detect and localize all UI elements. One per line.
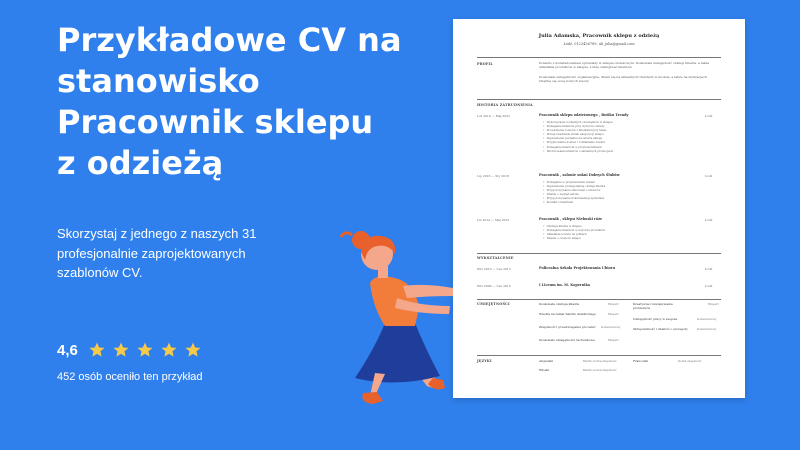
job-title: Pracownik , salonie sukni Dobrych Ślubów [539,173,620,177]
list-item: • Prowadzenie rozmów z klientami przy kasie [543,128,713,132]
skill-level: Doświadczony [697,317,717,321]
list-item: • Dbanie o czystość sklepu [543,236,713,240]
skill-name: Znajomość i przestrzeganie procedur [539,325,596,329]
profile-text: Ponadto z doświadczeniem sprzedaży w sklepie odzieżowym. Doskonała umiejętność obsługi klienta, a także układania produktów w sklepie. Lubię obsługiwać klientów. [539,61,710,70]
skill-name: Doskonała obsługa klienta [539,302,580,306]
title-line: stanowisko [57,62,260,100]
skill-name: Skrupulatność i dbałość o szczegóły [633,327,688,331]
divider [477,57,721,58]
list-item: • Pomaganie klientom w przymierzalniach [543,145,713,149]
divider [477,299,721,300]
skill-name: Doskonałe umiejętności rachunkowe [539,338,595,342]
edu-school: Policealna Szkoła Projektowania Ubioru [539,266,616,270]
list-item: • Przyjmowanie dostaw i rozkładanie towaru [543,140,713,144]
resume-preview[interactable] [453,19,745,398]
rating [57,341,202,359]
job-bullets [543,120,713,153]
subtitle: Skorzystaj z jednego z naszych 31 profesjonalnie zaprojektowanych szablonów CV. [57,226,257,280]
skill-level: Ekspert [608,338,619,342]
job-dates: Lis 2014 — Maj 2015 [477,218,510,222]
skill-name: Umiejętność pracy w zespole [633,317,678,321]
star-icon [136,341,154,359]
language-name: Włoski [539,368,550,372]
star-icon [112,341,130,359]
edu-dates: Wrz 2010 — Cze 2013 [477,267,511,271]
divider [477,253,721,254]
section-heading: WYKSZTAŁCENIE [477,256,514,260]
edu-school: I Liceum im. M. Kopernika [539,283,590,287]
section-heading: HISTORIA ZATRUDNIENIA [477,103,533,107]
skill-level: Doświadczony [601,325,621,329]
list-item: • Pomaganie klientom w wyborze produktów [543,228,713,232]
skill-level: Ekspert [708,302,719,306]
language-level: Bardzo dobra znajomość [583,359,617,363]
resume-contact: Łódź, 0123456789, uli_julia@gmail.com [563,42,635,46]
rating-value: 4,6 [57,341,78,359]
language-name: Angielski [539,359,554,363]
job-bullets [543,224,713,240]
skill-level: Ekspert [608,312,619,316]
skill-level: Doświadczony [697,327,717,331]
list-item: • Pomaganie klientom przy wyborze odzieży [543,124,713,128]
title-line: z odzieżą [57,144,224,182]
section-heading: UMIEJĘTNOŚCI [477,302,510,306]
job-location: Łódź [705,174,713,178]
rating-count: 452 osób oceniło ten przykład [57,371,203,383]
language-name: Francuski [633,359,649,363]
job-title: Pracownik , sklepu Nieboski róże [539,217,603,221]
star-icon [184,341,202,359]
job-dates: Lut 2019 — Maj 2022 [477,114,511,118]
resume-name: Julia Adamska, Pracownik sklepu z odzieżą [538,33,660,39]
title-line: Pracownik sklepu [57,103,374,141]
edu-dates: Wrz 2006 — Cze 2010 [477,284,511,288]
list-item: • Pomaganie w przymierzaniu sukien [543,180,713,184]
list-item: • Kontakt z klientami [543,200,713,204]
woman-illustration [315,228,485,413]
list-item: • Dbanie o wygląd salonu [543,192,713,196]
job-location: Łódź [705,218,713,222]
list-item: • Wykonywanie rozmaitych obowiązków w sklepie [543,120,713,124]
skill-name: Kreatywne rozwiązywanie problemów [633,302,673,310]
profile-text: Doskonałe umiejętności organizacyjne. Znam się na aktualnych trendach w modzie, a także na stylizacjach. Chętnie się uczę nowych rzeczy. [539,75,708,84]
skill-level: Ekspert [608,302,619,306]
divider [477,355,721,356]
star-icon [160,341,178,359]
title-line: Przykładowe CV na [57,21,402,59]
list-item: • Informowanie klientów o aktualnych promocjach [543,149,713,153]
edu-location: Łódź [705,284,713,288]
list-item: • Zapewnienie porządku na terenie sklepu [543,136,713,140]
list-item: • Przeprowadzanie zmian ekspozycji sklepu [543,132,713,136]
list-item: • Przygotowywanie dokumentacji sprzedaży [543,196,713,200]
job-location: Łódź [705,114,713,118]
divider [477,99,721,100]
section-heading: JĘZYKI [477,359,492,363]
list-item: • Przygotowywanie zamówień i odbiorów [543,188,713,192]
list-item: • Obsługa klienta w sklepie [543,224,713,228]
list-item: • Układanie towaru na półkach [543,232,713,236]
skill-name: Wiedza na temat handlu detalicznego [539,312,597,316]
job-title: Pracownik sklepu odzieżowego , Butiku Trendy [539,113,629,117]
job-dates: Lip 2016 — Sty 2018 [477,174,509,178]
list-item: • Zapewnienie profesjonalnej obsługi klienta [543,184,713,188]
language-level: Bardzo dobra znajomość [583,368,617,372]
page-title [57,20,417,184]
star-icon [88,341,106,359]
job-bullets [543,180,713,205]
language-level: Dobra znajomość [678,359,702,363]
section-heading: PROFIL [477,62,493,66]
edu-location: Łódź [705,267,713,271]
